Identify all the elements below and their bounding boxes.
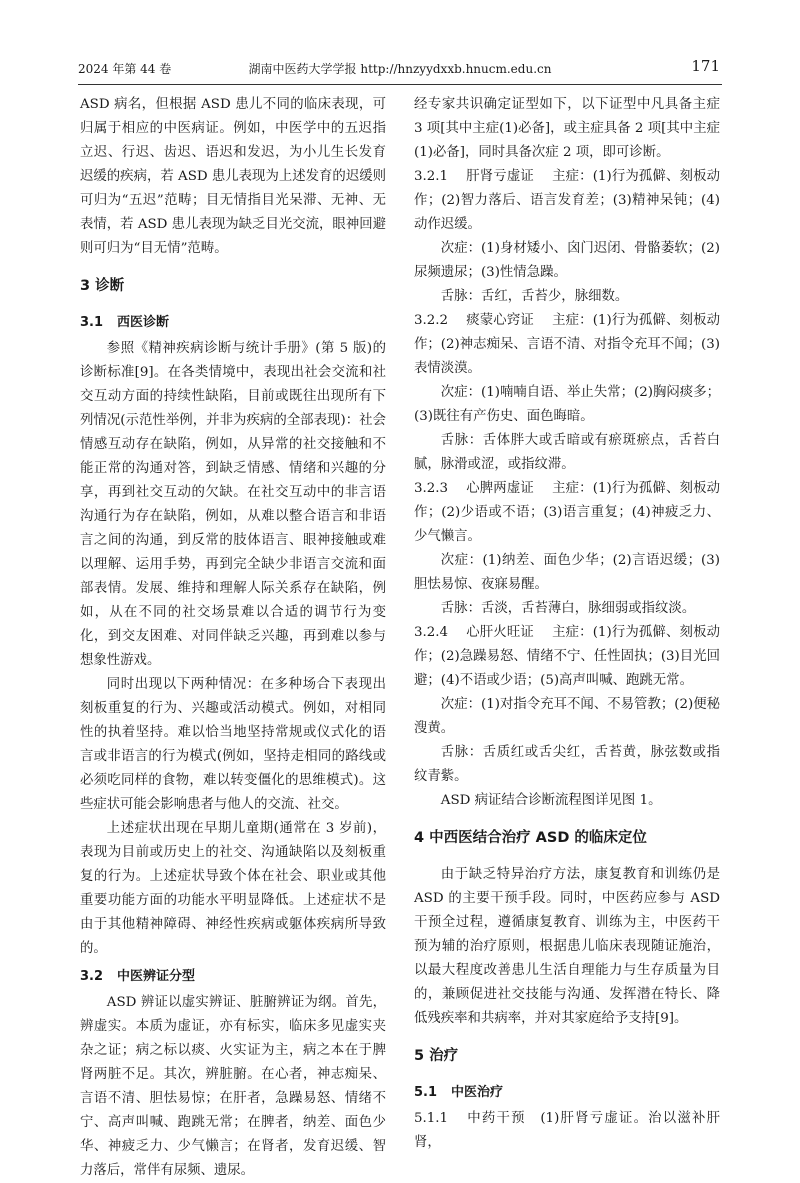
main-symptoms: 主症：(1)行为孤僻、刻板动作；(2)神志痴呆、言语不清、对指令充耳不闻；(3)表情淡漠。 [414, 313, 721, 376]
section-heading-diagnosis: 3 诊断 [80, 278, 125, 294]
subsubsection-number: 5.1.1 [414, 1111, 449, 1126]
syndrome-phlegm-mind [414, 309, 720, 381]
syndrome-name: 心肝火旺证 [466, 625, 534, 640]
subsection-title: 西医诊断 [117, 315, 170, 330]
tongue-pulse: 舌脉：舌红，舌苔少，脉细数。 [440, 289, 629, 304]
subsection-heading-western-diagnosis [80, 311, 386, 335]
syndrome-number: 3.2.3 [414, 481, 449, 496]
tongue-pulse: 舌脉：舌淡，舌苔薄白，脉细弱或指纹淡。 [440, 601, 696, 616]
main-symptoms: 主症：(1)行为孤僻、刻板动作；(2)急躁易怒、情绪不宁、任性固执；(3)目光回避；(4)不语或少语；(5)高声叫喊、跑跳无常。 [414, 625, 721, 688]
syndrome-number: 3.2.2 [414, 313, 449, 328]
subsection-title: 中医辨证分型 [117, 969, 196, 984]
section-heading-clinical-positioning: 4 中西医结合治疗 ASD 的临床定位 [414, 830, 647, 846]
paragraph-syndrome-differentiation: ASD 辨证以虚实辨证、脏腑辨证为纲。首先，辨虚实。本质为虚证，亦有标实，临床多见虚实夹杂之证；病之标以痰、火实证为主，病之本在于脾肾两脏不足。其次，辨脏腑。在心者，神志痴呆、言语不清、胆怯易惊；在肝者，急躁易怒、情绪不宁、高声叫喊、跑跳无常；在脾者，纳差、面色少华、神疲乏力、少气懒言；在肾者，发育迟缓、智力落后，常伴有尿频、遗尿。 [80, 995, 386, 1178]
minor-symptoms: 次症：(1)对指令充耳不闻、不易管教；(2)便秘溲黄。 [414, 697, 720, 736]
syndrome-number: 3.2.4 [414, 625, 449, 640]
journal-volume: 2024 年第 44 卷 [78, 62, 172, 76]
syndrome-name: 痰蒙心窍证 [466, 313, 534, 328]
paragraph-dsm5-criteria: 参照《精神疾病诊断与统计手册》(第 5 版)的诊断标准[9]。在各类情境中，表现出社会交流和社交互动方面的持续性缺陷，目前或既往出现所有下列情况(示范性举例，并非为疾病的全部表现)：社会情感互动存在缺陷，例如，从异常的社交接触和不能正常的沟通对答，到缺乏情感、情绪和兴趣的分享，再到社交互动的欠缺。在社交互动中的非言语沟通行为存在缺陷，例如，从难以整合语言和非语言之间的沟通，到反常的肢体语言、眼神接触或难以理解、运用手势，再到完全缺少非语言交流和面部表情。发展、维持和理解人际关系存在缺陷，例如，从在不同的社交场景难以合适的调节行为变化，到交友困难、对同伴缺乏兴趣，再到难以参与想象性游戏。 [80, 341, 386, 668]
subsection-title: 中医治疗 [451, 1085, 504, 1100]
subsection-number: 5.1 [414, 1085, 438, 1100]
syndrome-name: 心脾两虚证 [466, 481, 534, 496]
minor-symptoms: 次症：(1)纳差、面色少华；(2)言语迟缓；(3)胆怯易惊、夜寐易醒。 [414, 553, 720, 592]
tongue-pulse: 舌脉：舌体胖大或舌暗或有瘀斑瘀点，舌苔白腻，脉滑或涩，或指纹滞。 [414, 433, 720, 472]
syndrome-heart-spleen [414, 477, 720, 549]
subsection-number: 3.2 [80, 969, 104, 984]
herbal-intervention [414, 1107, 720, 1155]
syndrome-heart-liver-fire [414, 621, 720, 693]
paragraph-asd-tcm-classification: ASD 病名，但根据 ASD 患儿不同的临床表现，可归属于相应的中医病证。例如，中医学中的五迟指立迟、行迟、齿迟、语迟和发迟，为小儿生长发育迟缓的疾病，若 ASD 患儿表现为上述发育的迟缓则可归为“五迟”范畴；目无情指目光呆滞、无神、无表情，若 ASD 患儿表现为缺乏目光交流，眼神回避则可归为“目无情”范畴。 [80, 97, 386, 256]
syndrome-liver-kidney [414, 165, 720, 237]
main-symptoms: 主症：(1)行为孤僻、刻板动作；(2)少语或不语；(3)语言重复；(4)神疲乏力、少气懒言。 [414, 481, 721, 544]
header-rule [78, 84, 722, 85]
section-heading-treatment: 5 治疗 [414, 1048, 459, 1064]
paragraph-onset: 上述症状出现在早期儿童期(通常在 3 岁前)，表现为目前或历史上的社交、沟通缺陷以及刻板重复的行为。上述症状导致个体在社会、职业或其他重要功能方面的功能水平明显降低。上述症状不是由于其他精神障碍、神经性疾病或躯体疾病所导致的。 [80, 821, 386, 956]
right-column [414, 93, 720, 1155]
syndrome-name: 肝肾亏虚证 [466, 169, 534, 184]
journal-title-url: 湖南中医药大学学报 http://hnzyydxxb.hnucm.edu.cn [248, 62, 552, 76]
subsection-number: 3.1 [80, 315, 104, 330]
paragraph-clinical-positioning: 由于缺乏特异治疗方法，康复教育和训练仍是 ASD 的主要干预手段。同时，中医药应参与 ASD 干预全过程，遵循康复教育、训练为主，中医药干预为辅的治疗原则，根据患儿临床表现随证施治，以最大程度改善患儿生活自理能力与生存质量为目的，兼顾促进社交技能与沟通、发挥潜在特长、降低残疾率和共病率，并对其家庭给予支持[9]。 [414, 867, 720, 1026]
left-column [80, 93, 386, 1183]
subsection-heading-tcm-treatment [414, 1081, 720, 1105]
paragraph-consensus-criteria: 经专家共识确定证型如下，以下证型中凡具备主症 3 项[其中主症(1)必备]，或主症具备 2 项[其中主症(1)必备]，同时具备次症 2 项，即可诊断。 [414, 97, 720, 160]
minor-symptoms: 次症：(1)喃喃自语、举止失常；(2)胸闷痰多；(3)既往有产伤史、面色晦暗。 [414, 385, 720, 424]
subsection-heading-tcm-syndromes [80, 965, 386, 989]
page-number: 171 [691, 57, 720, 75]
figure-reference: ASD 病证结合诊断流程图详见图 1。 [440, 793, 662, 808]
paragraph-repetitive-behavior: 同时出现以下两种情况：在多种场合下表现出刻板重复的行为、兴趣或活动模式。例如，对相同性的执着坚持。难以恰当地坚持常规或仪式化的语言或非语言的行为模式(例如，坚持走相同的路线或必须吃同样的食物，难以转变僵化的思维模式)。这些症状可能会影响患者与他人的交流、社交。 [80, 677, 386, 812]
main-symptoms: 主症：(1)行为孤僻、刻板动作；(2)智力落后、语言发育差；(3)精神呆钝；(4)动作迟缓。 [414, 169, 721, 232]
running-header [78, 57, 722, 84]
syndrome-number: 3.2.1 [414, 169, 449, 184]
minor-symptoms: 次症：(1)身材矮小、囟门迟闭、骨骼萎软；(2)尿频遗尿；(3)性情急躁。 [414, 241, 720, 280]
tongue-pulse: 舌脉：舌质红或舌尖红，舌苔黄，脉弦数或指纹青紫。 [414, 745, 720, 784]
herbal-intervention-text: 中药干预 (1)肝肾亏虚证。治以滋补肝肾， [414, 1111, 720, 1150]
